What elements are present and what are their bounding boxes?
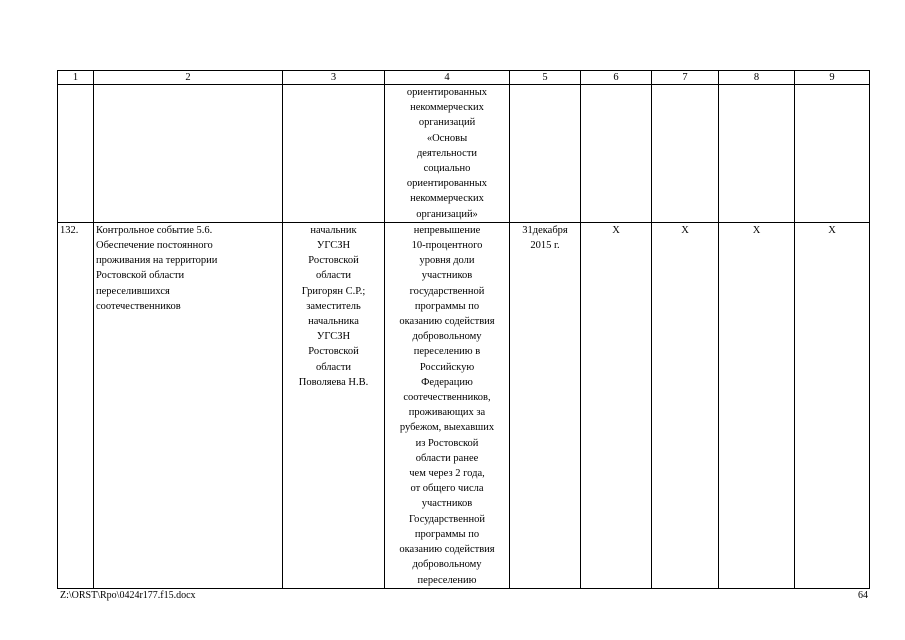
cell-empty (94, 85, 283, 223)
header-col-6: 6 (581, 71, 652, 85)
cell-empty (652, 85, 719, 223)
result-text: непревышение 10-процентного уровня доли участников государственной программы по оказанию содействия добровольному переселению в Российскую Федерацию соотечественников, проживающих за рубежом, выехавших из Ростовской области ранее чем через 2 года, от общего числа участников Государственной программы по оказанию содействия добровольному переселению (399, 224, 495, 586)
header-row (58, 71, 870, 85)
table-row-132 (58, 222, 870, 588)
footer-file-path: Z:\ORST\Rpo\0424r177.f15.docx (60, 590, 196, 601)
cell-event (94, 222, 283, 588)
row-number-text: 132. (60, 224, 79, 236)
event-text: Контрольное событие 5.6. Обеспечение постоянного проживания на территории Ростовской области переселившихся соотечественников (96, 224, 218, 312)
footer-page-number: 64 (858, 590, 868, 601)
mark-col-6: X (612, 224, 620, 236)
cell-result-continued (385, 85, 510, 223)
cell-date (510, 222, 581, 588)
cell-empty (719, 85, 795, 223)
table-row-continued (58, 85, 870, 223)
result-continued-text: ориентированных некоммерческих организаций «Основы деятельности социально ориентированных некоммерческих организаций» (406, 87, 488, 220)
cell-col-9 (795, 222, 870, 588)
cell-empty (510, 85, 581, 223)
header-col-2: 2 (94, 71, 283, 85)
header-col-7: 7 (652, 71, 719, 85)
document-table (57, 70, 870, 589)
mark-col-9: X (828, 224, 836, 236)
header-col-9: 9 (795, 71, 870, 85)
cell-empty (283, 85, 385, 223)
date-text: 31декабря 2015 г. (522, 224, 568, 252)
cell-empty (58, 85, 94, 223)
cell-empty (795, 85, 870, 223)
cell-result (385, 222, 510, 588)
header-col-1: 1 (58, 71, 94, 85)
cell-col-6 (581, 222, 652, 588)
header-col-4: 4 (385, 71, 510, 85)
cell-empty (581, 85, 652, 223)
header-col-3: 3 (283, 71, 385, 85)
cell-responsible (283, 222, 385, 588)
header-col-5: 5 (510, 71, 581, 85)
responsible-text: начальник УГСЗН Ростовской области Григорян С.Р.; заместитель начальника УГСЗН Ростовской области Поволяева Н.В. (298, 224, 369, 388)
cell-row-number (58, 222, 94, 588)
cell-col-8 (719, 222, 795, 588)
cell-col-7 (652, 222, 719, 588)
mark-col-8: X (752, 224, 761, 236)
mark-col-7: X (681, 224, 689, 236)
header-col-8: 8 (719, 71, 795, 85)
